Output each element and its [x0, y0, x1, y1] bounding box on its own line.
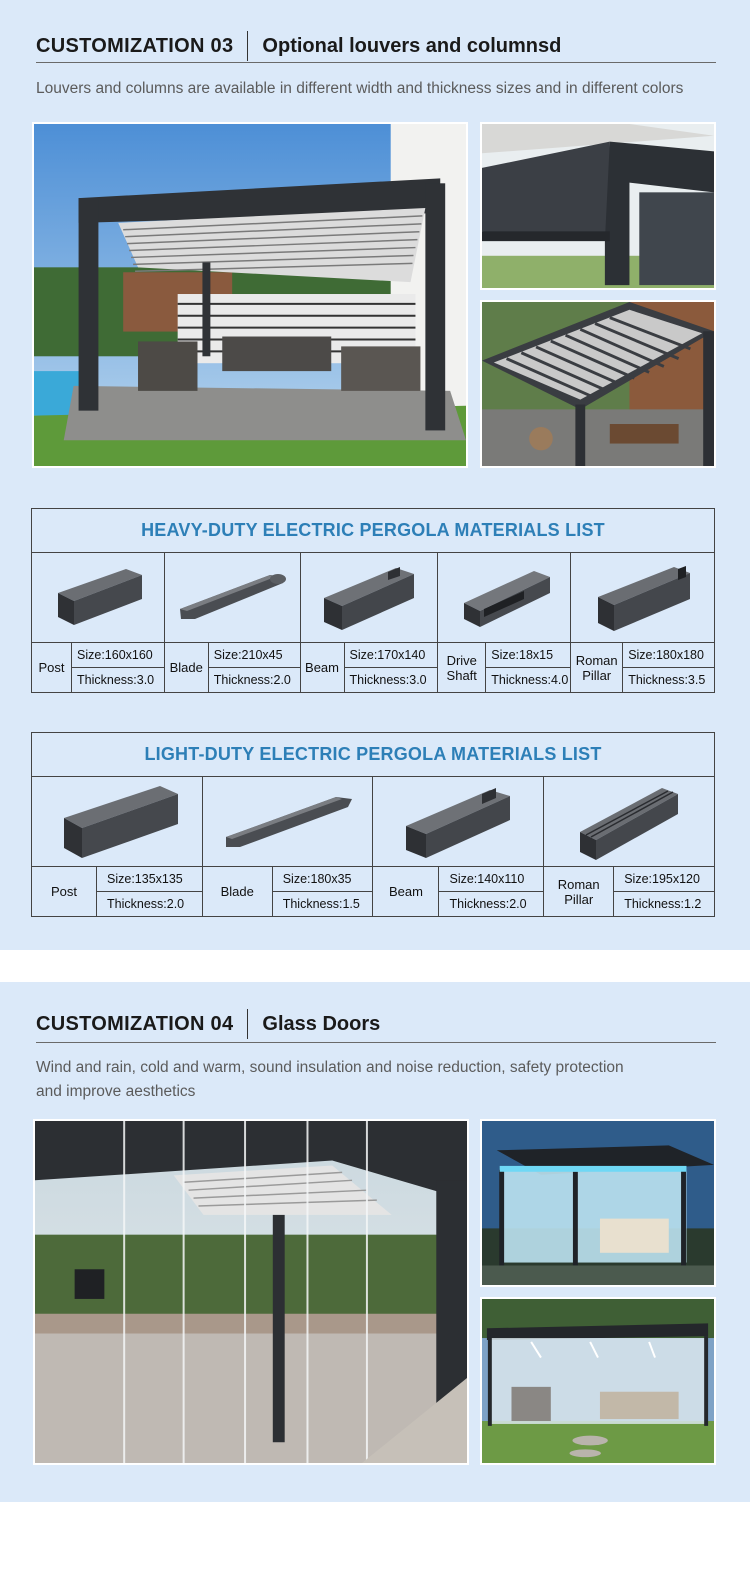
light-roman-pillar-label	[544, 867, 614, 917]
heavy-blade-thickness: Thickness:2.0	[208, 668, 300, 693]
light-blade-size: Size:180x35	[272, 867, 373, 892]
header-divider	[247, 31, 248, 61]
light-duty-materials-table	[31, 732, 715, 917]
heavy-blade-image-cell	[164, 553, 300, 643]
heavy-drive-shaft-size: Size:18x15	[486, 643, 571, 668]
section-header	[36, 30, 561, 62]
glass-door-main-photo	[33, 1119, 469, 1465]
heavy-roman-pillar-image-cell	[571, 553, 715, 643]
light-post-image-cell	[32, 777, 203, 867]
light-post-thickness: Thickness:2.0	[97, 892, 203, 917]
heavy-post-label: Post	[32, 643, 72, 693]
section-code: CUSTOMIZATION 03	[36, 34, 234, 57]
drive-shaft-profile-icon	[454, 563, 554, 633]
light-post-size: Size:135x135	[97, 867, 203, 892]
label-line: Pillar	[582, 667, 612, 683]
light-beam-image-cell	[373, 777, 544, 867]
header-divider	[247, 1009, 248, 1039]
louver-roof-aerial-photo	[480, 300, 716, 468]
label-line: Roman	[575, 652, 618, 668]
pergola-main-photo	[32, 122, 468, 468]
light-blade-thickness: Thickness:1.5	[272, 892, 373, 917]
label-line: Drive	[446, 652, 477, 668]
roman-pillar-profile-icon	[588, 561, 698, 635]
heavy-post-image-cell	[32, 553, 165, 643]
light-beam-label: Beam	[373, 867, 439, 917]
blade-profile-icon	[175, 563, 290, 633]
label-line: Roman	[557, 876, 600, 892]
light-roman-pillar-size: Size:195x120	[614, 867, 715, 892]
heavy-post-thickness: Thickness:3.0	[72, 668, 165, 693]
customization-04-section	[0, 982, 750, 1502]
heavy-blade-label: Blade	[164, 643, 208, 693]
heavy-post-size: Size:160x160	[72, 643, 165, 668]
description-line: Wind and rain, cold and warm, sound insulation and noise reduction, safety protection	[36, 1059, 624, 1076]
section-description	[36, 1056, 716, 1104]
blade-profile-icon	[218, 787, 358, 857]
light-roman-pillar-thickness: Thickness:1.2	[614, 892, 715, 917]
light-duty-table-title: LIGHT-DUTY ELECTRIC PERGOLA MATERIALS LIST	[32, 733, 715, 777]
heavy-roman-pillar-thickness: Thickness:3.5	[623, 668, 715, 693]
roman-pillar-profile-icon	[574, 780, 684, 864]
heavy-beam-image-cell	[300, 553, 438, 643]
glass-room-night-photo	[480, 1119, 716, 1287]
light-roman-pillar-image-cell	[544, 777, 715, 867]
light-blade-label: Blade	[202, 867, 272, 917]
label-line: Pillar	[564, 891, 594, 907]
light-post-label: Post	[32, 867, 97, 917]
glass-room-garden-photo	[480, 1297, 716, 1465]
label-line: Shaft	[446, 667, 477, 683]
section-description: Louvers and columns are available in different width and thickness sizes and in different colors	[36, 80, 684, 97]
heavy-drive-shaft-label	[438, 643, 486, 693]
heavy-duty-materials-table	[31, 508, 715, 693]
heavy-drive-shaft-thickness: Thickness:4.0	[486, 668, 571, 693]
heavy-beam-size: Size:170x140	[344, 643, 438, 668]
heavy-drive-shaft-image-cell	[438, 553, 571, 643]
post-profile-icon	[52, 782, 182, 862]
heavy-roman-pillar-label	[571, 643, 623, 693]
heavy-duty-table-title: HEAVY-DUTY ELECTRIC PERGOLA MATERIALS LIST	[32, 509, 715, 553]
description-line: and improve aesthetics	[36, 1083, 196, 1100]
light-blade-image-cell	[202, 777, 373, 867]
heavy-roman-pillar-size: Size:180x180	[623, 643, 715, 668]
post-profile-icon	[48, 563, 148, 633]
heavy-blade-size: Size:210x45	[208, 643, 300, 668]
header-rule	[36, 62, 716, 63]
heavy-beam-label: Beam	[300, 643, 344, 693]
light-beam-size: Size:140x110	[439, 867, 544, 892]
beam-corner-detail-photo	[480, 122, 716, 290]
light-beam-thickness: Thickness:2.0	[439, 892, 544, 917]
section-header	[36, 1008, 380, 1040]
section-code: CUSTOMIZATION 04	[36, 1012, 234, 1035]
heavy-beam-thickness: Thickness:3.0	[344, 668, 438, 693]
section-title: Optional louvers and columnsd	[262, 34, 562, 57]
section-title: Glass Doors	[262, 1012, 381, 1035]
beam-profile-icon	[398, 782, 518, 862]
header-rule	[36, 1042, 716, 1043]
beam-profile-icon	[316, 562, 421, 634]
